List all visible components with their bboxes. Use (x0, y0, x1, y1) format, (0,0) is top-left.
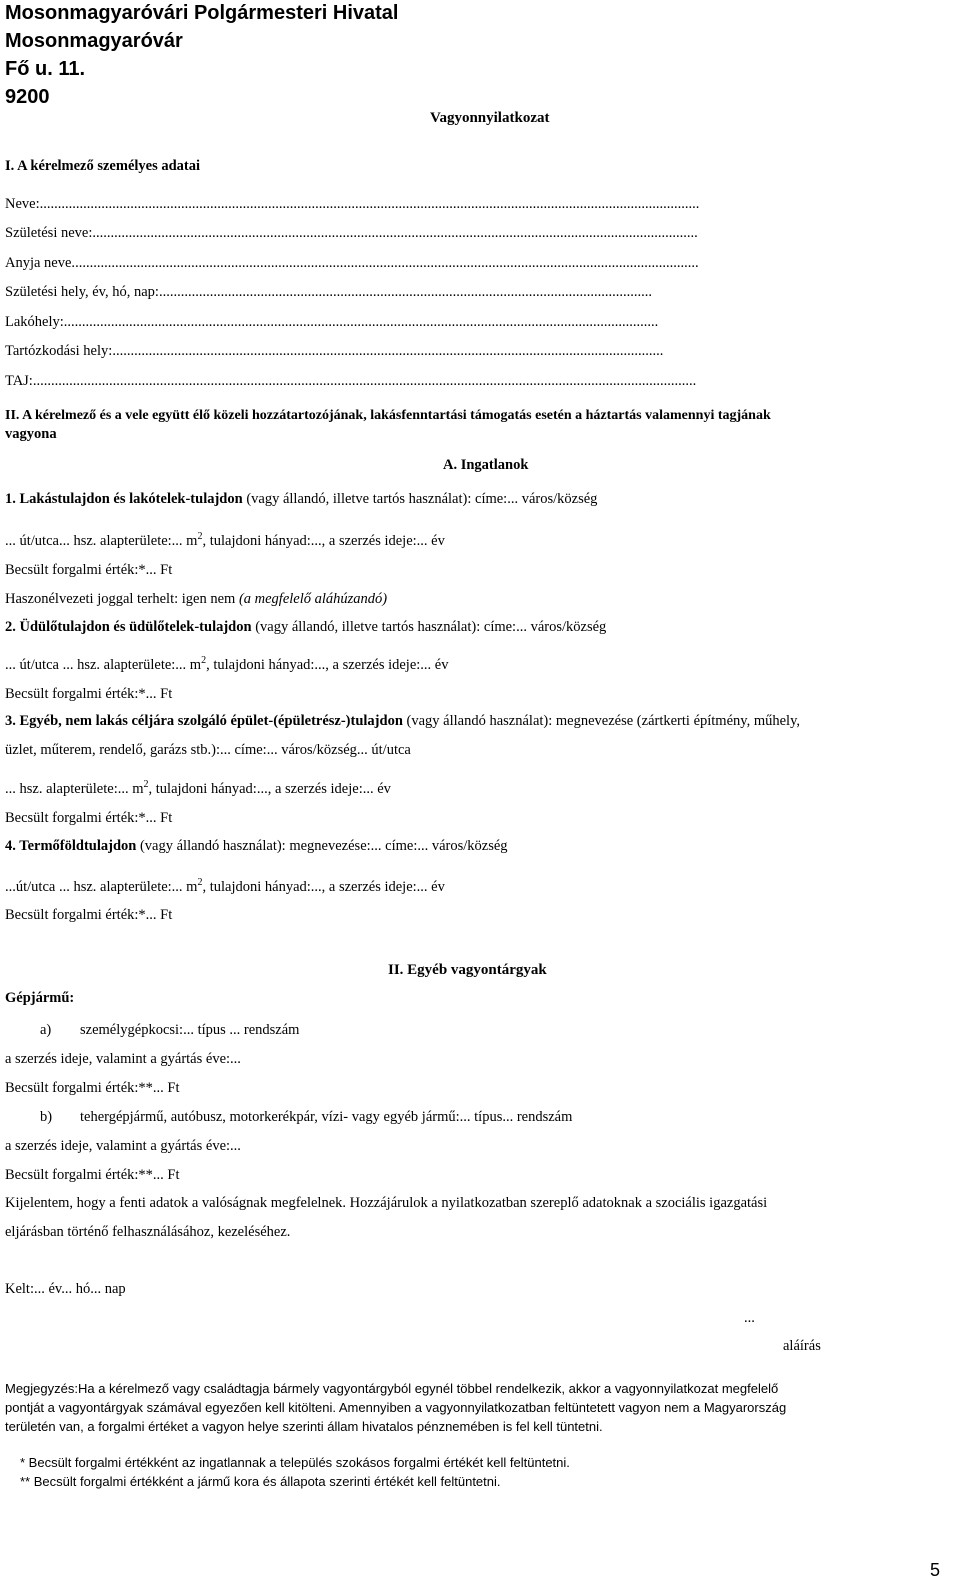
note-line1: Megjegyzés:Ha a kérelmező vagy családtagja bármely vagyontárgyból egynél többel rendelkezik, akkor a vagyonnyilatkozat megfelelő (5, 1381, 779, 1396)
item1-usufruct-label: Haszonélvezeti joggal terhelt: igen nem (5, 591, 239, 607)
item1-title: 1. Lakástulajdon és lakótelek-tulajdon (5, 491, 243, 507)
item1-usufruct[interactable] (5, 591, 387, 608)
field-birth-name-dots: ....................................................................................................................................................................... (92, 225, 698, 241)
field-residence-label: Lakóhely: (5, 314, 64, 330)
vehicle-a-text[interactable]: személygépkocsi:... típus ... rendszám (80, 1022, 300, 1038)
vehicle-b-value[interactable]: Becsült forgalmi érték:**... Ft (5, 1167, 180, 1183)
note-line2: pontját a vagyontárgyak számával egyezően kell kitölteni. Amennyiben a vagyonnyilatkozatban feltüntetett vagyon nem a Magyarország (5, 1400, 787, 1415)
field-birth-place-dots: ........................................................................................................................................ (158, 284, 652, 300)
item3-line1 (5, 713, 800, 730)
field-mother-name[interactable] (5, 255, 955, 272)
item4-line1 (5, 838, 508, 855)
page-number: 5 (930, 1560, 941, 1580)
vehicle-a-label: a) (40, 1022, 52, 1038)
place-date[interactable]: Kelt:... év... hó... nap (5, 1281, 126, 1297)
field-taj[interactable] (5, 373, 955, 390)
item2-sup: 2 (201, 655, 207, 667)
signature-line[interactable]: ... (744, 1310, 755, 1326)
field-birth-name[interactable] (5, 225, 955, 242)
field-birth-place-label: Születési hely, év, hó, nap: (5, 284, 159, 300)
item1-line2-a: ... út/utca... hsz. alapterülete:... m (5, 533, 198, 549)
item1-usufruct-note: (a megfelelő aláhúzandó) (238, 591, 388, 607)
item3-line3-b: , tulajdoni hányad:..., a szerzés ideje:... év (148, 781, 391, 797)
item2-title: 2. Üdülőtulajdon és üdülőtelek-tulajdon (5, 619, 252, 635)
office-name: Mosonmagyaróvári Polgármesteri Hivatal (5, 2, 399, 24)
item1-line2-b: , tulajdoni hányad:..., a szerzés ideje:... év (202, 533, 445, 549)
item2-rest: (vagy állandó, illetve tartós használat): címe:... város/község (251, 619, 607, 635)
field-birth-place-date[interactable] (5, 284, 955, 301)
other-assets-title: II. Egyéb vagyontárgyak (388, 962, 547, 978)
item4-line2[interactable] (5, 879, 445, 896)
field-birth-name-label: Születési neve: (5, 225, 93, 241)
footnote-2: ** Becsült forgalmi értékként a jármű kora és állapota szerinti értékét kell feltüntetni. (20, 1474, 501, 1489)
item2-line2-a: ... út/utca ... hsz. alapterülete:... m (5, 657, 202, 673)
field-stay-place-dots: ........................................................................................................................................................ (112, 343, 664, 359)
item4-line2-b: , tulajdoni hányad:..., a szerzés ideje:... év (202, 879, 445, 895)
item1-value[interactable]: Becsült forgalmi érték:*... Ft (5, 562, 173, 578)
item1-rest: (vagy állandó, illetve tartós használat): címe:... város/község (242, 491, 598, 507)
field-name[interactable] (5, 196, 955, 213)
vehicle-a-year[interactable]: a szerzés ideje, valamint a gyártás éve:... (5, 1051, 241, 1067)
item4-value[interactable]: Becsült forgalmi érték:*... Ft (5, 907, 173, 923)
footnote-1: * Becsült forgalmi értékként az ingatlannak a település szokásos forgalmi értékét kell feltüntetni. (20, 1455, 570, 1470)
item1-line1 (5, 491, 597, 508)
item4-line2-a: ...út/utca ... hsz. alapterülete:... m (5, 879, 198, 895)
item4-rest: (vagy állandó használat): megnevezése:... címe:... város/község (136, 838, 508, 854)
section2-title: II. A kérelmező és a vele együtt élő közeli hozzátartozójának, lakásfenntartási támogatás esetén a háztartás valamennyi tagjának (5, 408, 771, 423)
field-residence[interactable] (5, 314, 955, 331)
item2-line2-b: , tulajdoni hányad:..., a szerzés ideje:... év (206, 657, 449, 673)
item4-sup: 2 (197, 877, 203, 889)
vehicle-title: Gépjármű: (5, 990, 75, 1006)
vehicle-a-value[interactable]: Becsült forgalmi érték:**... Ft (5, 1080, 180, 1096)
item3-sup: 2 (143, 779, 149, 791)
section2-title-cont: vagyona (5, 426, 57, 442)
item1-sup: 2 (197, 531, 203, 543)
field-name-dots: ...................................................................................................................................................................................... (39, 196, 700, 212)
item3-line2[interactable]: üzlet, műterem, rendelő, garázs stb.):... címe:... város/község... út/utca (5, 742, 411, 758)
declaration-line2: eljárásban történő felhasználásához, kezeléséhez. (5, 1224, 291, 1240)
office-zip: 9200 (5, 86, 50, 108)
vehicle-b-year[interactable]: a szerzés ideje, valamint a gyártás éve:... (5, 1138, 241, 1154)
field-stay-place[interactable] (5, 343, 955, 360)
document-title: Vagyonnyilatkozat (430, 110, 550, 126)
signature-label: aláírás (783, 1338, 821, 1354)
vehicle-b-text[interactable]: tehergépjármű, autóbusz, motorkerékpár, vízi- vagy egyéb jármű:... típus... rendszám (80, 1109, 573, 1125)
item2-line2[interactable] (5, 657, 448, 674)
item1-line2[interactable] (5, 533, 445, 550)
field-mother-name-dots: ............................................................................................................................................................................ (75, 255, 699, 271)
office-city: Mosonmagyaróvár (5, 30, 183, 52)
section1-title: I. A kérelmező személyes adatai (5, 158, 201, 174)
item4-title: 4. Termőföldtulajdon (5, 838, 137, 854)
item3-line3[interactable] (5, 781, 391, 798)
item3-title: 3. Egyéb, nem lakás céljára szolgáló épület-(épületrész-)tulajdon (5, 713, 403, 729)
field-taj-label: TAJ: (5, 373, 33, 389)
field-name-label: Neve: (5, 196, 40, 212)
field-taj-dots: ....................................................................................................................................................................................... (32, 373, 697, 389)
office-street: Fő u. 11. (5, 58, 86, 80)
item3-line3-a: ... hsz. alapterülete:... m (5, 781, 144, 797)
declaration-line1: Kijelentem, hogy a fenti adatok a valóságnak megfelelnek. Hozzájárulok a nyilatkozatban szereplő adatoknak a szociális igazgatási (5, 1195, 768, 1211)
vehicle-b-label: b) (40, 1109, 53, 1125)
field-mother-name-label: Anyja neve. (5, 255, 76, 271)
field-stay-place-label: Tartózkodási hely: (5, 343, 113, 359)
item2-line1 (5, 619, 606, 636)
item3-rest: (vagy állandó használat): megnevezése (zártkerti építmény, műhely, (402, 713, 801, 729)
subsection-real-estate: A. Ingatlanok (443, 457, 529, 473)
field-residence-dots: .................................................................................................................................................................... (63, 314, 659, 330)
note-line3: területén van, a forgalmi értéket a vagyon helye szerinti állam hivatalos pénznemében is fel kell tüntetni. (5, 1419, 603, 1434)
item3-value[interactable]: Becsült forgalmi érték:*... Ft (5, 810, 173, 826)
item2-value[interactable]: Becsült forgalmi érték:*... Ft (5, 686, 173, 702)
